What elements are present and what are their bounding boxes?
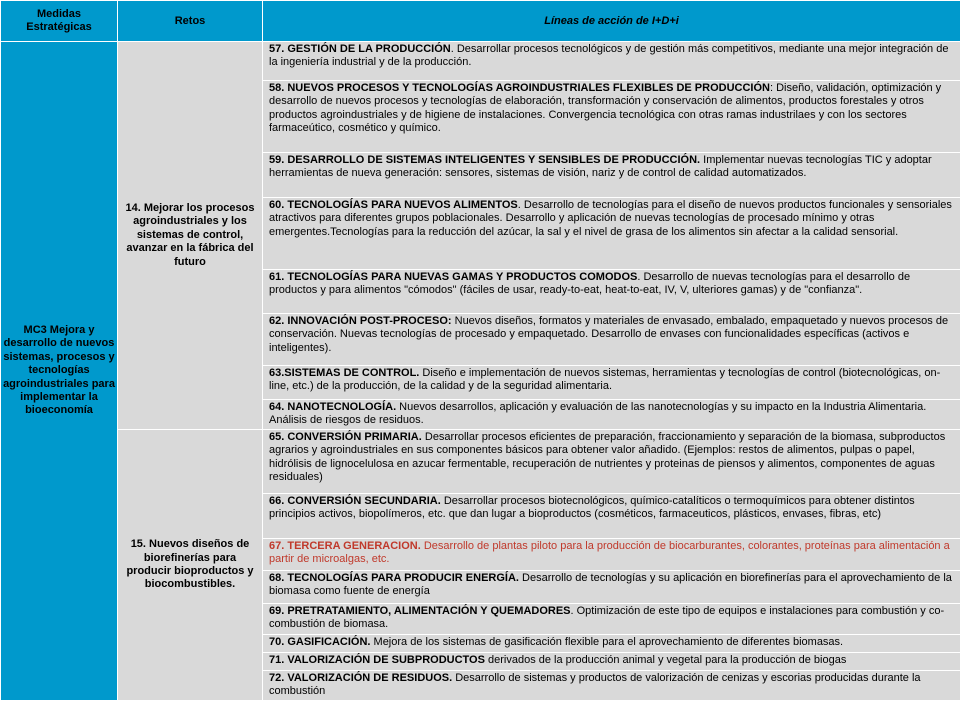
linea-title: 58. NUEVOS PROCESOS Y TECNOLOGÍAS AGROINDUSTRIALES FLEXIBLES DE PRODUCCIÓN <box>269 82 770 94</box>
header-row <box>1 1 960 42</box>
linea-71 <box>263 653 960 671</box>
linea-text: Nuevos desarrollos, aplicación y evaluación de las nanotecnologías y su impacto en la Industria Alimentaria. Análisis de riesgos de residuos. <box>269 401 927 427</box>
linea-title: 59. DESARROLLO DE SISTEMAS INTELIGENTES Y SENSIBLES DE PRODUCCIÓN. <box>269 154 701 166</box>
linea-title: 71. VALORIZACIÓN DE SUBPRODUCTOS <box>269 654 485 666</box>
linea-70 <box>263 635 960 653</box>
linea-title: 70. GASIFICACIÓN. <box>269 636 371 648</box>
linea-text: . Desarrollar procesos tecnológicos y de gestión más competitivos, mediante una mejor integración de la ingeniería industrial y de la producción. <box>269 43 949 69</box>
linea-63 <box>263 366 960 400</box>
reto-cell-14: 14. Mejorar los procesos agroindustriales y los sistemas de control, avanzar en la fábrica del futuro <box>118 42 263 430</box>
linea-72 <box>263 671 960 701</box>
linea-68 <box>263 571 960 604</box>
linea-62 <box>263 314 960 366</box>
linea-text: : Diseño, validación, optimización y desarrollo de nuevos procesos y tecnologías de elaboración, transformación y conservación de alimentos, productos forestales y otros productos agroindustriales y de higiene de instalaciones. Convergencia tecnológica con otras ramas industrilaes y con los sectores farmaceútico, cosmético y químico. <box>269 82 942 135</box>
linea-text: Implementar nuevas tecnologías TIC y adoptar herramientas de nueva generación: sensores, sistemas de visión, nariz y de control de calidad automatizados. <box>269 154 932 180</box>
linea-title: 63.SISTEMAS DE CONTROL. <box>269 367 420 379</box>
linea-58 <box>263 81 960 153</box>
linea-title: 69. PRETRATAMIENTO, ALIMENTACIÓN Y QUEMADORES <box>269 605 571 617</box>
linea-text: derivados de la producción animal y vegetal para la producción de biogas <box>484 654 847 666</box>
linea-61 <box>263 270 960 314</box>
linea-65 <box>263 430 960 494</box>
linea-text: Mejora de los sistemas de gasificación flexible para el aprovechamiento de diferentes biomasas. <box>370 636 844 648</box>
linea-title: 62. INNOVACIÓN POST-PROCESO: <box>269 315 452 327</box>
linea-text: Desarrollo de tecnologías y su aplicación en biorefinerías para el aprovechamiento de la biomasa como fuente de energía <box>269 572 952 598</box>
medida-cell: MC3 Mejora y desarrollo de nuevos sistemas, procesos y tecnologías agroindustriales para implementar la bioeconomía <box>1 42 118 701</box>
linea-59 <box>263 153 960 198</box>
linea-text: Desarrollar procesos biotecnológicos, químico-catalíticos o termoquímicos para obtener distintos principios activos, biopolímeros, etc. que dan lugar a bioproductos (cosméticos, farmaceuticos, plásticos, envases, fibras, etc) <box>269 495 915 521</box>
linea-67 <box>263 539 960 571</box>
linea-title: 72. VALORIZACIÓN DE RESIDUOS. <box>269 672 453 684</box>
linea-text: . Desarrollo de nuevas tecnologías para el desarrollo de productos y para alimentos "cómodos" (fáciles de usar, ready-to-eat, heat-to-eat, IV, V, ulteriores gamas) y de "confianza". <box>269 271 911 297</box>
header-medidas: Medidas Estratégicas <box>1 1 118 42</box>
linea-title: 57. GESTIÓN DE LA PRODUCCIÓN <box>269 43 451 55</box>
linea-title: 65. CONVERSIÓN PRIMARIA. <box>269 431 422 443</box>
linea-title: 61. TECNOLOGÍAS PARA NUEVAS GAMAS Y PRODUCTOS COMODOS <box>269 271 638 283</box>
linea-text: Desarrollo de plantas piloto para la producción de biocarburantes, colorantes, proteínas para alimentación a partir de microalgas, etc. <box>269 540 950 566</box>
linea-title: 67. TERCERA GENERACION. <box>269 540 421 552</box>
linea-title: 68. TECNOLOGÍAS PARA PRODUCIR ENERGÍA. <box>269 572 519 584</box>
linea-text: . Optimización de este tipo de equipos e instalaciones para combustión y co-combustión de biomasa. <box>269 605 945 631</box>
linea-title: 66. CONVERSIÓN SECUNDARIA. <box>269 495 441 507</box>
linea-66 <box>263 494 960 539</box>
linea-text: Diseño e implementación de nuevos sistemas, herramientas y tecnologías de control (biotecnológicas, on-line, etc.) de la producción, de la calidad y de la seguridad alimentaria. <box>269 367 941 393</box>
linea-60 <box>263 198 960 270</box>
linea-text: Desarrollo de sistemas y productos de valorización de cenizas y escorias producidas durante la combustión <box>269 672 921 698</box>
linea-69 <box>263 604 960 635</box>
linea-text: Nuevos diseños, formatos y materiales de envasado, embalado, empaquetado y nuevos procesos de conservación. Nuevas tecnologías de procesado y empaquetado. Desarrollo de envases con funcionalidades específicas (activos e inteligentes). <box>269 315 949 354</box>
table-row <box>1 42 960 81</box>
linea-title: 60. TECNOLOGÍAS PARA NUEVOS ALIMENTOS <box>269 199 518 211</box>
linea-57 <box>263 42 960 81</box>
table-row <box>1 430 960 494</box>
linea-title: 64. NANOTECNOLOGÍA. <box>269 401 397 413</box>
header-retos: Retos <box>118 1 263 42</box>
header-lineas: Líneas de acción de I+D+i <box>263 1 960 42</box>
linea-text: Desarrollar procesos eficientes de preparación, fraccionamiento y separación de la biomasa, subproductos agrarios y agroindustriales en sus componentes básicos para obtener valor añadido. (Ejemplos: restos de alimentos, pulpas o papel, hidrólisis de lignocelulosa en azucar fermentable, recuperación de nutrientes y proteinas de piensos y alimentos, componentes de aguas residuales) <box>269 431 946 484</box>
linea-text: . Desarrollo de tecnologías para el diseño de nuevos productos funcionales y sensoriales atractivos para diferentes grupos poblacionales. Desarrollo y aplicación de nuevas tecnologías de procesado mínimo y otras emergentes.Tecnologías para la reducción del azúcar, la sal y el nivel de grasa de los alimentos sin afectar a la calidad sensorial. <box>269 199 952 238</box>
linea-64 <box>263 400 960 430</box>
reto-cell-15: 15. Nuevos diseños de biorefinerías para producir bioproductos y biocombustibles. <box>118 430 263 701</box>
